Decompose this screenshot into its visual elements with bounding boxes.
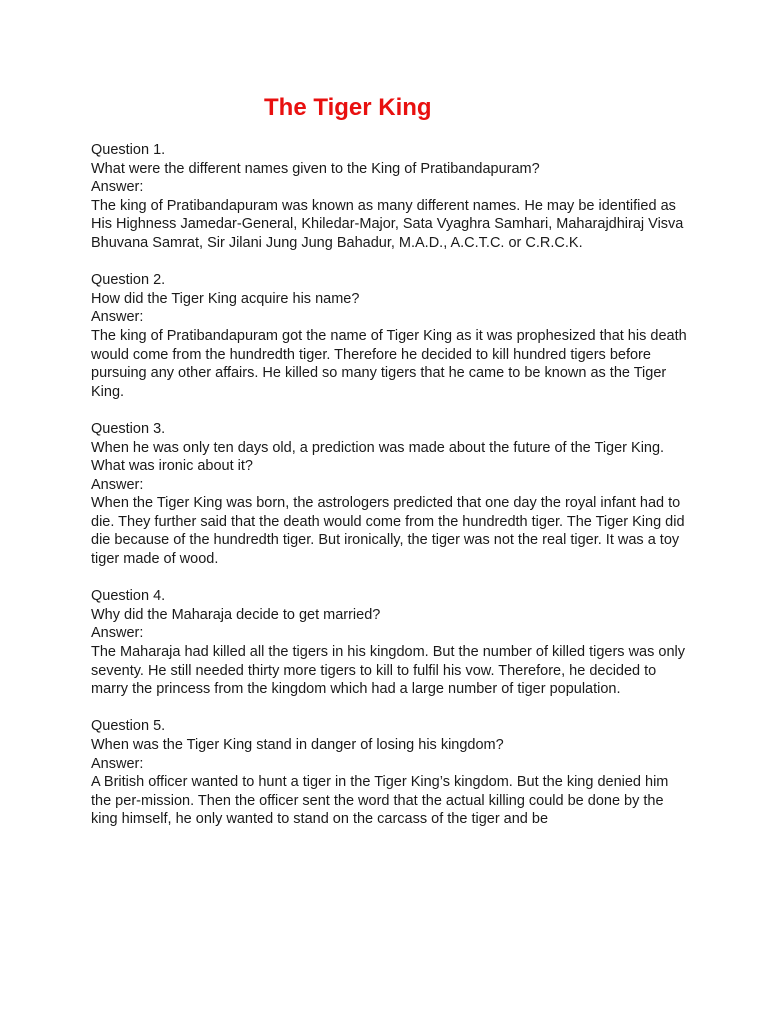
qa-block-4 xyxy=(91,587,691,699)
answer-label: Answer: xyxy=(91,179,144,196)
answer-text: A British officer wanted to hunt a tiger in the Tiger King’s kingdom. But the king denied him the per-mission. Then the officer sent the word that the actual killing could be done by the king himself, he only wanted to stand on the carcass of the tiger and be xyxy=(91,774,669,828)
question-text: What were the different names given to the King of Pratibandapuram? xyxy=(91,160,540,177)
answer-label: Answer: xyxy=(91,755,144,772)
question-number: Question 4. xyxy=(91,588,166,605)
question-number: Question 5. xyxy=(91,718,166,735)
question-number: Question 2. xyxy=(91,272,166,289)
answer-text: The king of Pratibandapuram got the name of Tiger King as it was prophesized that his death would come from the hundredth tiger. Therefore he decided to kill hundred tigers before pursuing any other affairs. He killed so many tigers that he came to be known as the Tiger King. xyxy=(91,327,687,400)
question-text: How did the Tiger King acquire his name? xyxy=(91,290,360,307)
question-text: When was the Tiger King stand in danger of losing his kingdom? xyxy=(91,737,504,753)
qa-block-3 xyxy=(91,420,691,569)
page-title: The Tiger King xyxy=(264,94,432,121)
answer-label: Answer: xyxy=(91,476,144,493)
answer-text: The Maharaja had killed all the tigers in his kingdom. But the number of killed tigers was only seventy. He still needed thirty more tigers to kill to fulfil his vow. Therefore, he decided to marry the princess from the kingdom which had a large number of tiger population. xyxy=(91,644,685,698)
question-text: Why did the Maharaja decide to get married? xyxy=(91,606,381,623)
answer-label: Answer: xyxy=(91,625,144,642)
answer-text: The king of Pratibandapuram was known as many different names. He may be identified as His Highness Jamedar-General, Khiledar-Major, Sata Vyaghra Samhari, Maharajdhiraj Visva Bhuvana Samrat, Sir Jilani Jung Jung Bahadur, M.A.D., A.C.T.C. or C.R.C.K. xyxy=(91,197,684,251)
question-number: Question 1. xyxy=(91,142,166,158)
answer-label: Answer: xyxy=(91,309,144,326)
question-text: When he was only ten days old, a prediction was made about the future of the Tiger King. What was ironic about it? xyxy=(91,439,665,475)
qa-block-2 xyxy=(91,271,691,401)
question-number: Question 3. xyxy=(91,420,166,437)
qa-block-5 xyxy=(91,717,691,829)
answer-text: When the Tiger King was born, the astrologers predicted that one day the royal infant had to die. They further said that the death would come from the hundredth tiger. The Tiger King did die because of the hundredth tiger. But ironically, the tiger was not the real tiger. It was a toy tiger made of wood. xyxy=(91,495,685,568)
qa-content xyxy=(91,141,691,848)
qa-block-1 xyxy=(91,141,691,253)
